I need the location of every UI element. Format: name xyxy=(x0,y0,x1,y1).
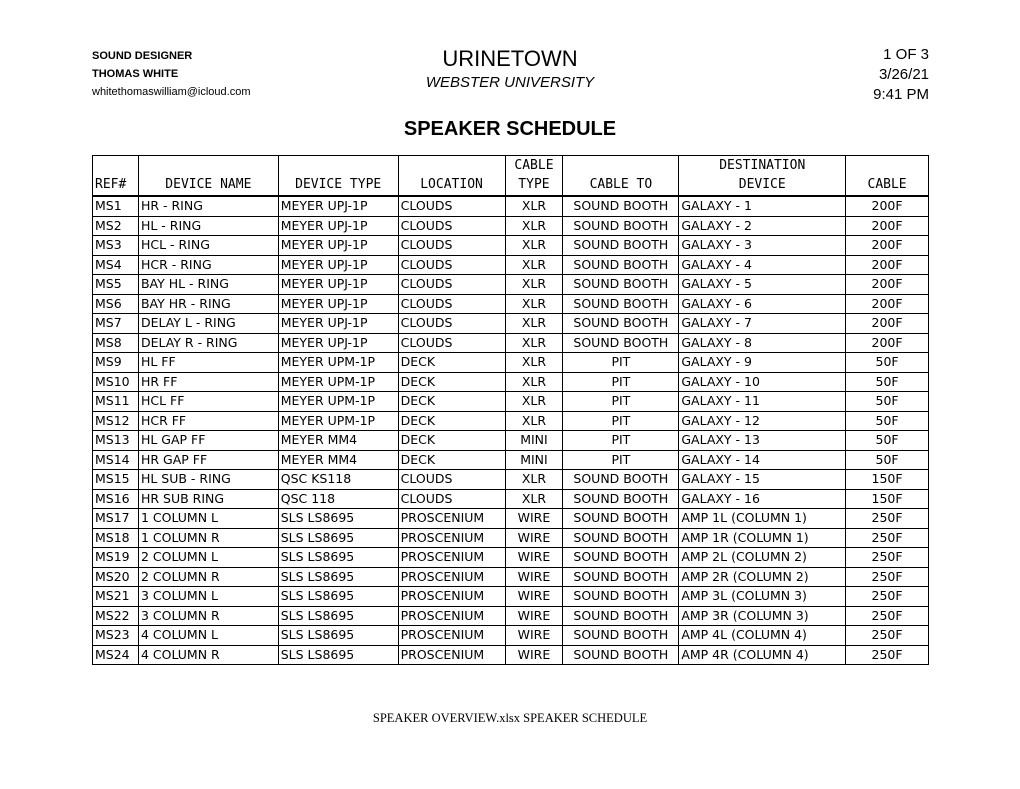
print-date: 3/26/21 xyxy=(878,66,929,83)
cell-device-name: 3 COLUMN R xyxy=(138,606,278,626)
cell-ref: MS10 xyxy=(93,372,139,392)
venue: WEBSTER UNIVERSITY xyxy=(425,74,595,91)
cell-cable-to: PIT xyxy=(563,372,679,392)
cell-device-name: HCR FF xyxy=(138,411,278,431)
column-header-line xyxy=(401,156,503,175)
column-header-line xyxy=(141,156,276,175)
column-header-line: DEVICE xyxy=(738,177,786,192)
cell-cable-to: SOUND BOOTH xyxy=(563,645,679,665)
cell-ref: MS15 xyxy=(93,470,139,490)
cell-cable-to: SOUND BOOTH xyxy=(563,255,679,275)
cell-cable-type: WIRE xyxy=(505,528,563,548)
cell-device-name: 4 COLUMN L xyxy=(138,626,278,646)
show-title: URINETOWN xyxy=(442,46,578,71)
column-header-line: DEVICE TYPE xyxy=(295,177,382,192)
cell-destination-device: GALAXY - 4 xyxy=(679,255,846,275)
cell-location: CLOUDS xyxy=(398,236,505,256)
table-row xyxy=(93,236,929,256)
cell-device-type: QSC KS118 xyxy=(278,470,398,490)
cell-cable-type: XLR xyxy=(505,196,563,216)
cell-device-type: SLS LS8695 xyxy=(278,548,398,568)
cell-cable-type: XLR xyxy=(505,255,563,275)
cell-ref: MS13 xyxy=(93,431,139,451)
cell-device-type: MEYER UPJ-1P xyxy=(278,275,398,295)
cell-device-name: HCL - RING xyxy=(138,236,278,256)
cell-ref: MS2 xyxy=(93,216,139,236)
cell-device-type: MEYER UPM-1P xyxy=(278,392,398,412)
footer-filename: SPEAKER OVERVIEW.xlsx SPEAKER SCHEDULE xyxy=(372,711,648,725)
cell-device-name: HL GAP FF xyxy=(138,431,278,451)
cell-location: PROSCENIUM xyxy=(398,548,505,568)
cell-cable-to: SOUND BOOTH xyxy=(563,626,679,646)
cell-device-type: SLS LS8695 xyxy=(278,528,398,548)
column-header-line: REF# xyxy=(95,177,127,192)
column-header-line xyxy=(95,156,136,175)
cell-cable-length: 250F xyxy=(846,548,929,568)
cell-ref: MS22 xyxy=(93,606,139,626)
table-row xyxy=(93,372,929,392)
cell-cable-type: MINI xyxy=(505,431,563,451)
table-row xyxy=(93,216,929,236)
cell-cable-to: SOUND BOOTH xyxy=(563,509,679,529)
cell-destination-device: AMP 3L (COLUMN 3) xyxy=(679,587,846,607)
cell-ref: MS6 xyxy=(93,294,139,314)
cell-cable-type: MINI xyxy=(505,450,563,470)
table-row xyxy=(93,548,929,568)
table-header-row xyxy=(93,156,929,197)
cell-device-name: DELAY L - RING xyxy=(138,314,278,334)
cell-destination-device: GALAXY - 7 xyxy=(679,314,846,334)
cell-cable-length: 200F xyxy=(846,294,929,314)
cell-ref: MS14 xyxy=(93,450,139,470)
designer-email: whitethomaswilliam@icloud.com xyxy=(92,86,251,98)
table-row xyxy=(93,470,929,490)
cell-device-name: 1 COLUMN L xyxy=(138,509,278,529)
cell-cable-type: XLR xyxy=(505,294,563,314)
cell-destination-device: GALAXY - 1 xyxy=(679,196,846,216)
cell-ref: MS24 xyxy=(93,645,139,665)
cell-cable-to: SOUND BOOTH xyxy=(563,275,679,295)
cell-ref: MS3 xyxy=(93,236,139,256)
cell-destination-device: AMP 2R (COLUMN 2) xyxy=(679,567,846,587)
cell-destination-device: GALAXY - 8 xyxy=(679,333,846,353)
column-header-line: LOCATION xyxy=(420,177,483,192)
cell-cable-to: SOUND BOOTH xyxy=(563,196,679,216)
column-header-destination-device xyxy=(679,156,846,197)
column-header-line: CABLE xyxy=(514,158,554,173)
show-block xyxy=(340,45,680,93)
cell-destination-device: GALAXY - 2 xyxy=(679,216,846,236)
cell-ref: MS17 xyxy=(93,509,139,529)
cell-cable-type: XLR xyxy=(505,392,563,412)
cell-cable-length: 250F xyxy=(846,587,929,607)
cell-cable-length: 200F xyxy=(846,314,929,334)
cell-cable-length: 250F xyxy=(846,567,929,587)
cell-device-type: MEYER UPM-1P xyxy=(278,411,398,431)
cell-device-type: SLS LS8695 xyxy=(278,626,398,646)
cell-cable-length: 50F xyxy=(846,431,929,451)
table-row xyxy=(93,587,929,607)
cell-cable-length: 200F xyxy=(846,236,929,256)
cell-device-name: HL - RING xyxy=(138,216,278,236)
cell-device-name: 2 COLUMN R xyxy=(138,567,278,587)
designer-role: SOUND DESIGNER xyxy=(92,50,193,62)
cell-cable-length: 200F xyxy=(846,255,929,275)
cell-cable-length: 250F xyxy=(846,528,929,548)
cell-device-type: MEYER UPJ-1P xyxy=(278,333,398,353)
cell-cable-to: PIT xyxy=(563,392,679,412)
cell-cable-type: XLR xyxy=(505,353,563,373)
cell-device-name: HCR - RING xyxy=(138,255,278,275)
cell-ref: MS19 xyxy=(93,548,139,568)
cell-device-name: BAY HR - RING xyxy=(138,294,278,314)
cell-device-type: SLS LS8695 xyxy=(278,645,398,665)
cell-cable-length: 150F xyxy=(846,470,929,490)
cell-destination-device: GALAXY - 10 xyxy=(679,372,846,392)
table-row xyxy=(93,392,929,412)
cell-cable-type: XLR xyxy=(505,216,563,236)
cell-location: DECK xyxy=(398,372,505,392)
column-header-line xyxy=(281,156,396,175)
cell-device-type: MEYER MM4 xyxy=(278,450,398,470)
cell-cable-length: 200F xyxy=(846,275,929,295)
page-number: 1 OF 3 xyxy=(883,46,929,63)
table-row xyxy=(93,528,929,548)
cell-cable-to: PIT xyxy=(563,431,679,451)
table-row xyxy=(93,255,929,275)
cell-device-name: 3 COLUMN L xyxy=(138,587,278,607)
column-header-line: DESTINATION xyxy=(719,158,806,173)
table-row xyxy=(93,294,929,314)
cell-location: PROSCENIUM xyxy=(398,567,505,587)
cell-cable-to: SOUND BOOTH xyxy=(563,333,679,353)
cell-location: PROSCENIUM xyxy=(398,606,505,626)
table-row xyxy=(93,645,929,665)
designer-name: THOMAS WHITE xyxy=(92,68,179,80)
page-info-block xyxy=(873,45,929,105)
cell-ref: MS8 xyxy=(93,333,139,353)
cell-device-type: MEYER UPM-1P xyxy=(278,372,398,392)
cell-cable-type: XLR xyxy=(505,470,563,490)
table-row xyxy=(93,431,929,451)
cell-device-type: MEYER UPJ-1P xyxy=(278,255,398,275)
cell-destination-device: AMP 3R (COLUMN 3) xyxy=(679,606,846,626)
cell-device-name: 1 COLUMN R xyxy=(138,528,278,548)
designer-block xyxy=(92,47,251,101)
table-row xyxy=(93,314,929,334)
print-time: 9:41 PM xyxy=(873,86,929,103)
cell-destination-device: AMP 1L (COLUMN 1) xyxy=(679,509,846,529)
cell-location: CLOUDS xyxy=(398,314,505,334)
cell-cable-to: SOUND BOOTH xyxy=(563,236,679,256)
table-row xyxy=(93,411,929,431)
cell-ref: MS21 xyxy=(93,587,139,607)
cell-ref: MS12 xyxy=(93,411,139,431)
cell-device-name: DELAY R - RING xyxy=(138,333,278,353)
cell-cable-length: 50F xyxy=(846,353,929,373)
cell-cable-to: SOUND BOOTH xyxy=(563,606,679,626)
cell-location: DECK xyxy=(398,431,505,451)
cell-cable-length: 250F xyxy=(846,606,929,626)
cell-location: CLOUDS xyxy=(398,196,505,216)
cell-device-name: BAY HL - RING xyxy=(138,275,278,295)
table-row xyxy=(93,567,929,587)
cell-device-name: HR - RING xyxy=(138,196,278,216)
cell-cable-length: 50F xyxy=(846,450,929,470)
cell-location: CLOUDS xyxy=(398,275,505,295)
cell-device-type: SLS LS8695 xyxy=(278,567,398,587)
cell-cable-type: XLR xyxy=(505,489,563,509)
table-row xyxy=(93,509,929,529)
cell-cable-length: 50F xyxy=(846,392,929,412)
cell-cable-to: SOUND BOOTH xyxy=(563,216,679,236)
cell-device-name: 2 COLUMN L xyxy=(138,548,278,568)
column-header-device-type xyxy=(278,156,398,197)
cell-device-type: MEYER UPJ-1P xyxy=(278,196,398,216)
column-header-line: TYPE xyxy=(518,177,550,192)
cell-cable-length: 150F xyxy=(846,489,929,509)
cell-device-type: MEYER UPM-1P xyxy=(278,353,398,373)
cell-cable-type: XLR xyxy=(505,333,563,353)
cell-ref: MS5 xyxy=(93,275,139,295)
table-row xyxy=(93,450,929,470)
cell-device-type: QSC 118 xyxy=(278,489,398,509)
cell-device-name: 4 COLUMN R xyxy=(138,645,278,665)
cell-ref: MS18 xyxy=(93,528,139,548)
cell-cable-type: WIRE xyxy=(505,509,563,529)
column-header-ref xyxy=(93,156,139,197)
cell-location: CLOUDS xyxy=(398,470,505,490)
cell-destination-device: AMP 4R (COLUMN 4) xyxy=(679,645,846,665)
column-header-line xyxy=(848,156,926,175)
column-header-line xyxy=(565,156,676,175)
cell-cable-to: SOUND BOOTH xyxy=(563,489,679,509)
table-row xyxy=(93,353,929,373)
cell-location: PROSCENIUM xyxy=(398,626,505,646)
table-body xyxy=(93,196,929,665)
cell-destination-device: GALAXY - 9 xyxy=(679,353,846,373)
cell-location: PROSCENIUM xyxy=(398,528,505,548)
cell-cable-type: XLR xyxy=(505,314,563,334)
cell-ref: MS16 xyxy=(93,489,139,509)
cell-ref: MS20 xyxy=(93,567,139,587)
cell-device-name: HL FF xyxy=(138,353,278,373)
cell-destination-device: AMP 4L (COLUMN 4) xyxy=(679,626,846,646)
cell-cable-to: PIT xyxy=(563,353,679,373)
cell-device-type: SLS LS8695 xyxy=(278,509,398,529)
cell-destination-device: GALAXY - 3 xyxy=(679,236,846,256)
cell-location: CLOUDS xyxy=(398,294,505,314)
cell-cable-to: SOUND BOOTH xyxy=(563,528,679,548)
cell-destination-device: GALAXY - 12 xyxy=(679,411,846,431)
cell-cable-length: 200F xyxy=(846,216,929,236)
cell-location: DECK xyxy=(398,392,505,412)
column-header-cable-to xyxy=(563,156,679,197)
cell-cable-to: SOUND BOOTH xyxy=(563,470,679,490)
cell-cable-to: SOUND BOOTH xyxy=(563,587,679,607)
table-row xyxy=(93,626,929,646)
cell-location: CLOUDS xyxy=(398,489,505,509)
cell-cable-type: WIRE xyxy=(505,587,563,607)
cell-cable-length: 200F xyxy=(846,333,929,353)
cell-cable-type: XLR xyxy=(505,236,563,256)
cell-cable-type: WIRE xyxy=(505,548,563,568)
cell-cable-to: SOUND BOOTH xyxy=(563,314,679,334)
cell-destination-device: GALAXY - 11 xyxy=(679,392,846,412)
cell-ref: MS4 xyxy=(93,255,139,275)
table-row xyxy=(93,606,929,626)
cell-device-name: HCL FF xyxy=(138,392,278,412)
cell-location: PROSCENIUM xyxy=(398,587,505,607)
column-header-cable-length xyxy=(846,156,929,197)
cell-location: PROSCENIUM xyxy=(398,509,505,529)
cell-cable-type: XLR xyxy=(505,411,563,431)
cell-location: CLOUDS xyxy=(398,216,505,236)
cell-cable-length: 50F xyxy=(846,411,929,431)
cell-device-type: MEYER MM4 xyxy=(278,431,398,451)
table-row xyxy=(93,196,929,216)
cell-location: PROSCENIUM xyxy=(398,645,505,665)
column-header-location xyxy=(398,156,505,197)
cell-cable-length: 50F xyxy=(846,372,929,392)
column-header-device-name xyxy=(138,156,278,197)
cell-location: DECK xyxy=(398,411,505,431)
cell-location: CLOUDS xyxy=(398,333,505,353)
cell-ref: MS9 xyxy=(93,353,139,373)
cell-destination-device: AMP 2L (COLUMN 2) xyxy=(679,548,846,568)
cell-destination-device: GALAXY - 5 xyxy=(679,275,846,295)
cell-location: DECK xyxy=(398,353,505,373)
cell-cable-length: 200F xyxy=(846,196,929,216)
speaker-schedule-table xyxy=(92,155,929,665)
cell-device-type: SLS LS8695 xyxy=(278,606,398,626)
cell-device-type: MEYER UPJ-1P xyxy=(278,314,398,334)
column-header-cable-type xyxy=(505,156,563,197)
cell-cable-type: WIRE xyxy=(505,606,563,626)
cell-cable-length: 250F xyxy=(846,645,929,665)
table-row xyxy=(93,333,929,353)
column-header-line: DEVICE NAME xyxy=(165,177,252,192)
cell-ref: MS23 xyxy=(93,626,139,646)
cell-device-type: SLS LS8695 xyxy=(278,587,398,607)
cell-location: DECK xyxy=(398,450,505,470)
cell-device-name: HR SUB RING xyxy=(138,489,278,509)
cell-cable-type: XLR xyxy=(505,275,563,295)
cell-cable-to: SOUND BOOTH xyxy=(563,294,679,314)
cell-ref: MS7 xyxy=(93,314,139,334)
column-header-line: CABLE xyxy=(867,177,907,192)
cell-ref: MS11 xyxy=(93,392,139,412)
cell-cable-to: PIT xyxy=(563,411,679,431)
cell-cable-type: XLR xyxy=(505,372,563,392)
cell-cable-type: WIRE xyxy=(505,626,563,646)
cell-destination-device: GALAXY - 13 xyxy=(679,431,846,451)
cell-device-type: MEYER UPJ-1P xyxy=(278,216,398,236)
table-row xyxy=(93,275,929,295)
cell-cable-length: 250F xyxy=(846,509,929,529)
cell-destination-device: GALAXY - 15 xyxy=(679,470,846,490)
cell-cable-type: WIRE xyxy=(505,645,563,665)
cell-cable-type: WIRE xyxy=(505,567,563,587)
cell-destination-device: GALAXY - 14 xyxy=(679,450,846,470)
cell-destination-device: GALAXY - 16 xyxy=(679,489,846,509)
cell-device-name: HR FF xyxy=(138,372,278,392)
column-header-line: CABLE TO xyxy=(589,177,653,192)
page-title: SPEAKER SCHEDULE xyxy=(403,118,617,140)
cell-device-name: HR GAP FF xyxy=(138,450,278,470)
cell-destination-device: GALAXY - 6 xyxy=(679,294,846,314)
cell-device-type: MEYER UPJ-1P xyxy=(278,236,398,256)
table-row xyxy=(93,489,929,509)
cell-location: CLOUDS xyxy=(398,255,505,275)
cell-cable-length: 250F xyxy=(846,626,929,646)
cell-ref: MS1 xyxy=(93,196,139,216)
cell-device-type: MEYER UPJ-1P xyxy=(278,294,398,314)
cell-destination-device: AMP 1R (COLUMN 1) xyxy=(679,528,846,548)
cell-cable-to: SOUND BOOTH xyxy=(563,548,679,568)
cell-cable-to: SOUND BOOTH xyxy=(563,567,679,587)
cell-device-name: HL SUB - RING xyxy=(138,470,278,490)
cell-cable-to: PIT xyxy=(563,450,679,470)
